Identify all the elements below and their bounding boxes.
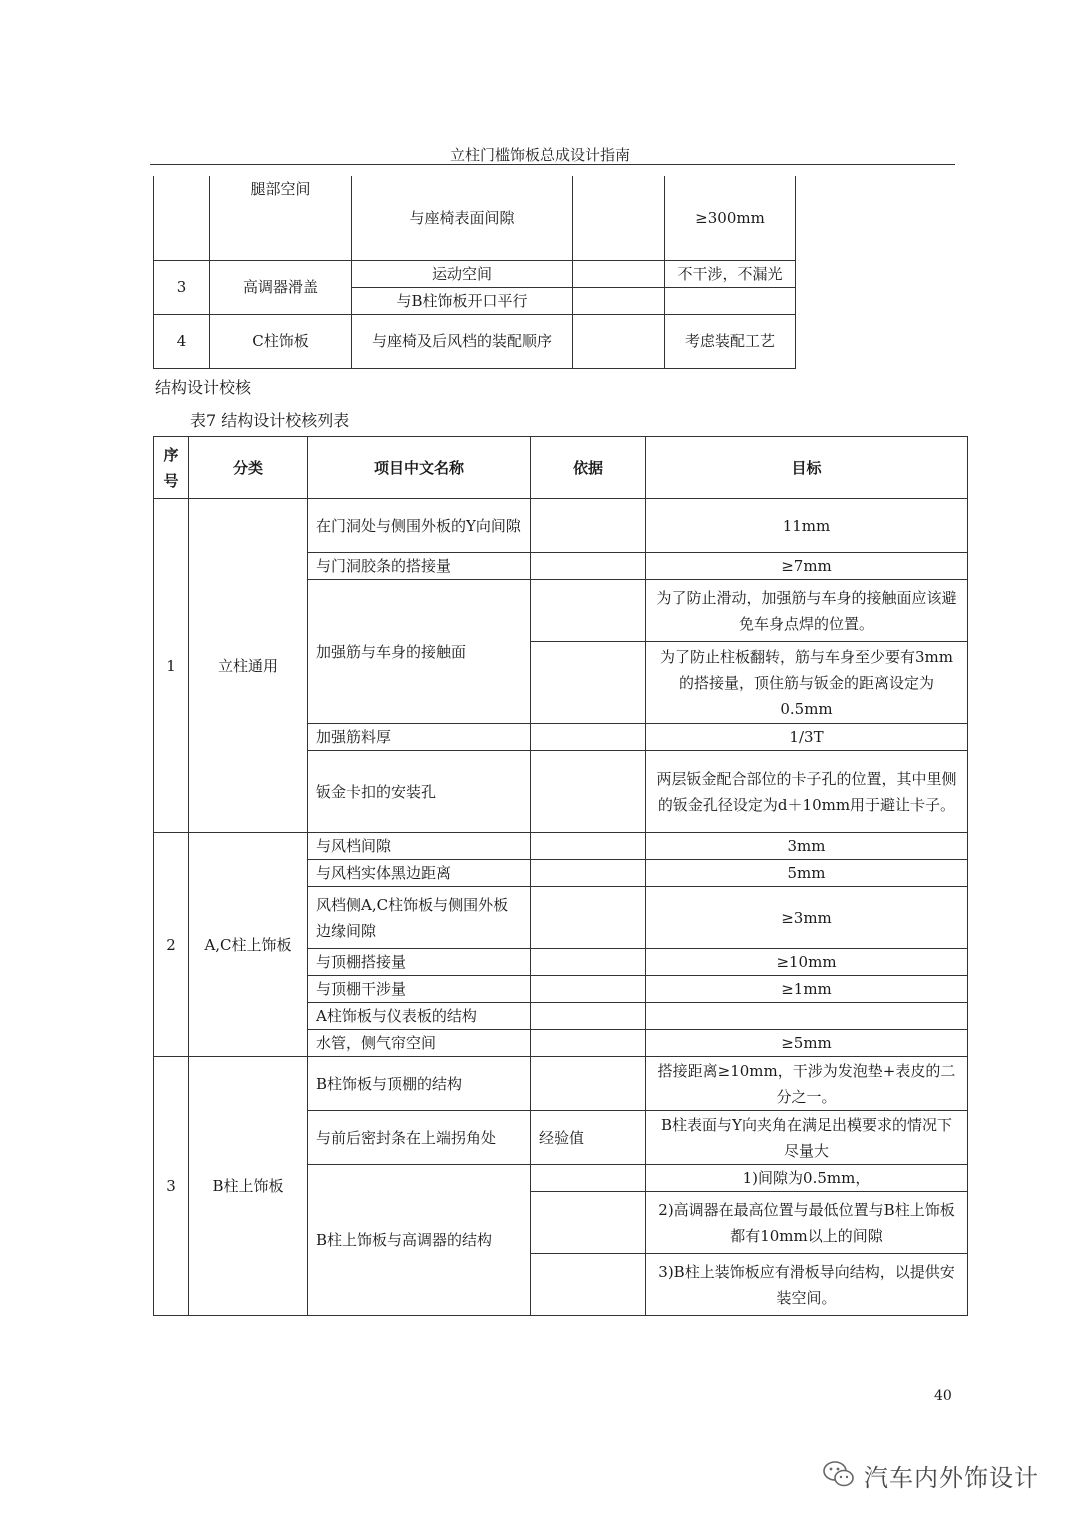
cell-target: ≥7mm bbox=[646, 553, 968, 580]
header-basis: 依据 bbox=[531, 437, 646, 499]
watermark-text: 汽车内外饰设计 bbox=[864, 1464, 1039, 1492]
header-rule bbox=[150, 164, 955, 165]
cell-item: 与顶棚搭接量 bbox=[308, 949, 531, 976]
cell-basis bbox=[531, 976, 646, 1003]
cell-basis bbox=[531, 553, 646, 580]
cell-basis bbox=[573, 260, 665, 287]
cell-target: 11mm bbox=[646, 499, 968, 553]
cell-item: 与风档间隙 bbox=[308, 833, 531, 860]
cell-no bbox=[154, 176, 210, 260]
cell-target: 为了防止滑动，加强筋与车身的接触面应该避免车身点焊的位置。 bbox=[646, 580, 968, 642]
cell-item: 加强筋与车身的接触面 bbox=[308, 580, 531, 724]
table-row bbox=[154, 499, 968, 553]
cell-no: 4 bbox=[154, 314, 210, 368]
cell-item: 水管，侧气帘空间 bbox=[308, 1030, 531, 1057]
cell-item: 与前后密封条在上端拐角处 bbox=[308, 1111, 531, 1165]
table-continuation bbox=[153, 176, 796, 369]
table-row bbox=[154, 314, 796, 368]
cell-no: 3 bbox=[154, 1057, 189, 1316]
cell-item: B柱上饰板与高调器的结构 bbox=[308, 1165, 531, 1316]
cell-target: B柱表面与Y向夹角在满足出模要求的情况下尽量大 bbox=[646, 1111, 968, 1165]
cell-no: 2 bbox=[154, 833, 189, 1057]
cell-item: 与风档实体黑边距离 bbox=[308, 860, 531, 887]
cell-basis bbox=[531, 1057, 646, 1111]
cell-basis bbox=[531, 1192, 646, 1254]
cell-basis bbox=[531, 1003, 646, 1030]
cell-item: 风档侧A,C柱饰板与侧围外板边缘间隙 bbox=[308, 887, 531, 949]
cell-target: 3mm bbox=[646, 833, 968, 860]
cell-basis bbox=[531, 499, 646, 553]
cell-basis bbox=[531, 724, 646, 751]
watermark bbox=[822, 1458, 1039, 1493]
cell-item: A柱饰板与仪表板的结构 bbox=[308, 1003, 531, 1030]
cell-basis bbox=[531, 1165, 646, 1192]
cell-item: 在门洞处与侧围外板的Y向间隙 bbox=[308, 499, 531, 553]
cell-no: 3 bbox=[154, 260, 210, 314]
table-row bbox=[154, 176, 796, 260]
table-row bbox=[154, 833, 968, 860]
cell-basis bbox=[531, 949, 646, 976]
cell-basis bbox=[531, 1030, 646, 1057]
table-caption: 表7 结构设计校核列表 bbox=[190, 411, 350, 430]
header-item: 项目中文名称 bbox=[308, 437, 531, 499]
cell-item: 与门洞胶条的搭接量 bbox=[308, 553, 531, 580]
cell-category: 高调器滑盖 bbox=[210, 260, 352, 314]
table-row bbox=[154, 1057, 968, 1111]
cell-basis bbox=[531, 580, 646, 642]
cell-target bbox=[646, 1003, 968, 1030]
structure-check-table bbox=[153, 436, 968, 1316]
cell-category: 立柱通用 bbox=[189, 499, 308, 833]
cell-target: 两层钣金配合部位的卡子孔的位置，其中里侧的钣金孔径设定为d＋10mm用于避让卡子。 bbox=[646, 751, 968, 833]
cell-item: B柱饰板与顶棚的结构 bbox=[308, 1057, 531, 1111]
cell-target: ≥10mm bbox=[646, 949, 968, 976]
cell-no: 1 bbox=[154, 499, 189, 833]
cell-target: 1)间隙为0.5mm， bbox=[646, 1165, 968, 1192]
cell-target: 5mm bbox=[646, 860, 968, 887]
cell-basis bbox=[573, 287, 665, 314]
cell-basis bbox=[573, 314, 665, 368]
cell-target: 为了防止柱板翻转，筋与车身至少要有3mm的搭接量，顶住筋与钣金的距离设定为0.5mm bbox=[646, 642, 968, 724]
cell-basis bbox=[531, 887, 646, 949]
page-number: 40 bbox=[934, 1388, 952, 1404]
cell-basis bbox=[531, 833, 646, 860]
table-row bbox=[154, 260, 796, 287]
cell-target: 考虑装配工艺 bbox=[665, 314, 796, 368]
header-category: 分类 bbox=[189, 437, 308, 499]
cell-target: 搭接距离≥10mm，干涉为发泡垫+表皮的二分之一。 bbox=[646, 1057, 968, 1111]
cell-target: ≥5mm bbox=[646, 1030, 968, 1057]
cell-target: 1/3T bbox=[646, 724, 968, 751]
cell-target: 3)B柱上装饰板应有滑板导向结构，以提供安装空间。 bbox=[646, 1254, 968, 1316]
table-header-row bbox=[154, 437, 968, 499]
cell-category: A,C柱上饰板 bbox=[189, 833, 308, 1057]
cell-item: 与座椅及后风档的装配顺序 bbox=[352, 314, 573, 368]
cell-target: ≥3mm bbox=[646, 887, 968, 949]
cell-item: 加强筋料厚 bbox=[308, 724, 531, 751]
cell-target: ≥300mm bbox=[665, 176, 796, 260]
cell-item: 与顶棚干涉量 bbox=[308, 976, 531, 1003]
header-target: 目标 bbox=[646, 437, 968, 499]
cell-target: ≥1mm bbox=[646, 976, 968, 1003]
cell-basis bbox=[531, 860, 646, 887]
cell-category: B柱上饰板 bbox=[189, 1057, 308, 1316]
cell-basis: 经验值 bbox=[531, 1111, 646, 1165]
cell-target bbox=[665, 287, 796, 314]
section-heading: 结构设计校核 bbox=[155, 378, 252, 397]
cell-target: 不干涉，不漏光 bbox=[665, 260, 796, 287]
cell-item: 与B柱饰板开口平行 bbox=[352, 287, 573, 314]
header-no: 序号 bbox=[154, 437, 189, 499]
cell-basis bbox=[531, 1254, 646, 1316]
cell-basis bbox=[573, 176, 665, 260]
cell-item: 运动空间 bbox=[352, 260, 573, 287]
cell-basis bbox=[531, 642, 646, 724]
wechat-icon bbox=[822, 1459, 856, 1493]
cell-item: 与座椅表面间隙 bbox=[352, 176, 573, 260]
cell-item: 钣金卡扣的安装孔 bbox=[308, 751, 531, 833]
cell-category: C柱饰板 bbox=[210, 314, 352, 368]
cell-basis bbox=[531, 751, 646, 833]
cell-category: 腿部空间 bbox=[210, 176, 352, 260]
running-header: 立柱门槛饰板总成设计指南 bbox=[449, 146, 630, 164]
cell-target: 2)高调器在最高位置与最低位置与B柱上饰板都有10mm以上的间隙 bbox=[646, 1192, 968, 1254]
